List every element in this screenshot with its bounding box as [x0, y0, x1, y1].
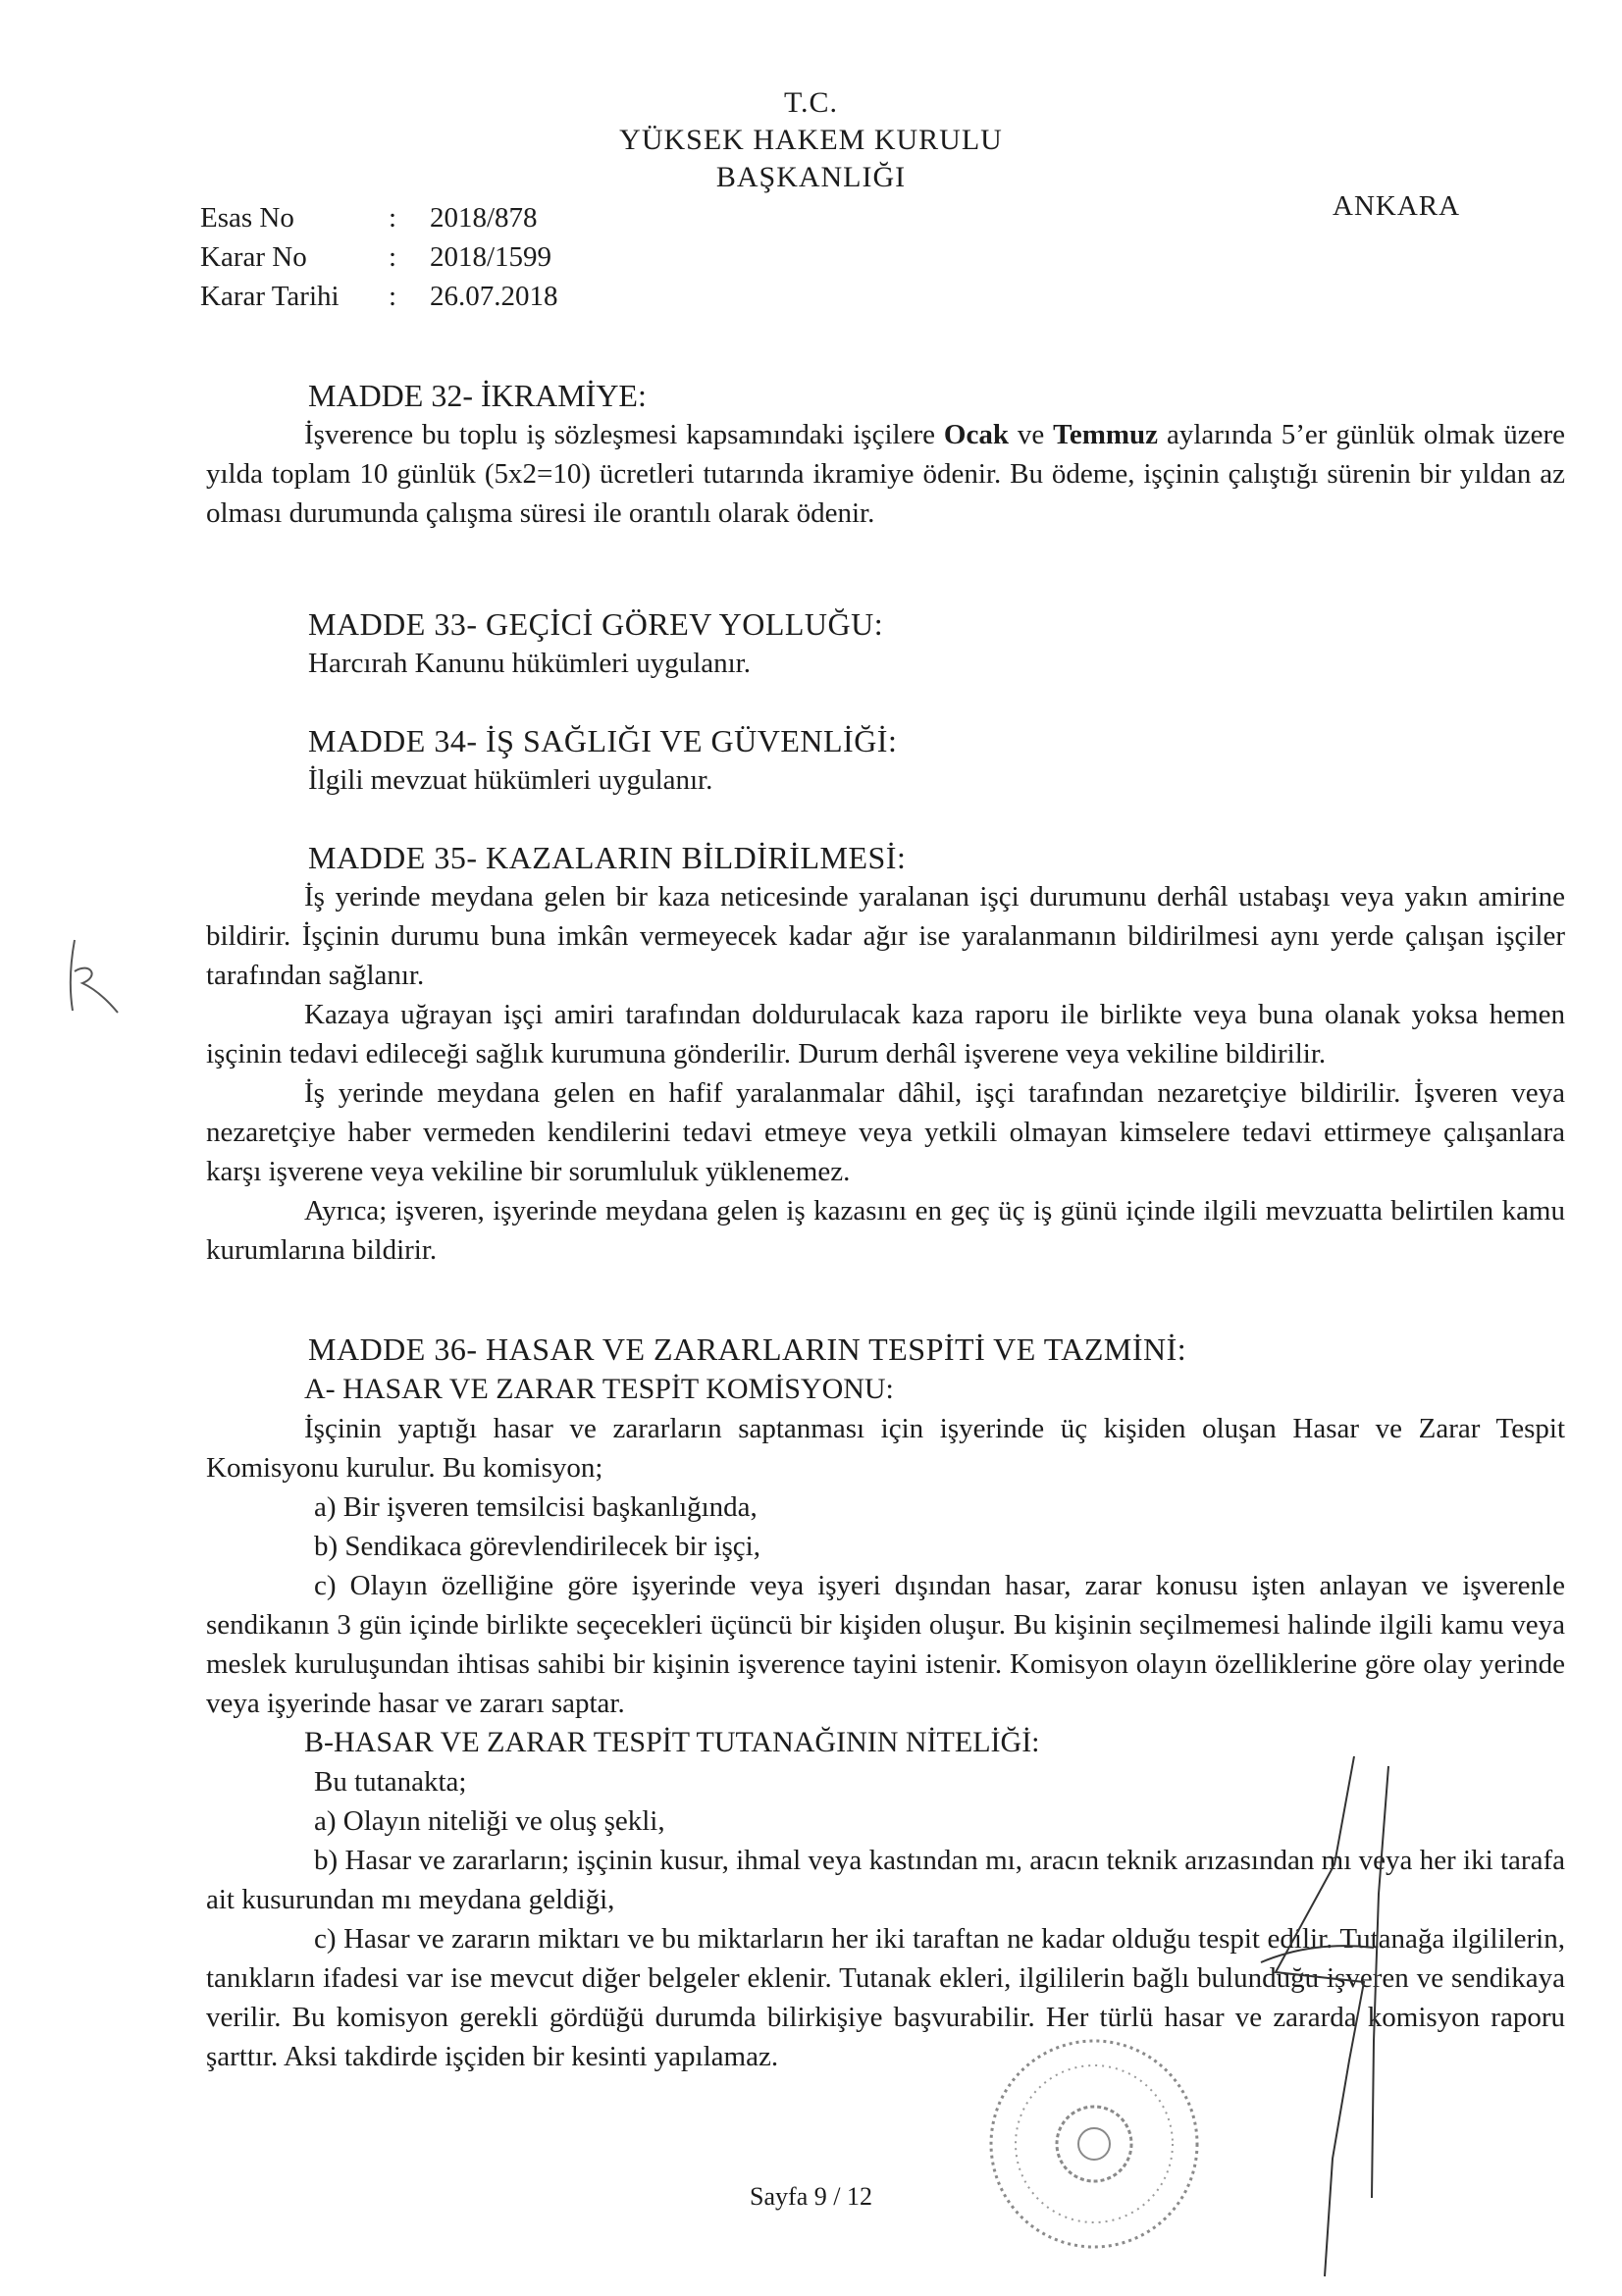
list-item: c) Hasar ve zararın miktarı ve bu miktarların her iki taraftan ne kadar olduğu tespit edilir. Tutanağa ilgililerin, tanıkların ifadesi var ise mevcut diğer belgeler eklenir. Tutanak ekleri, ilgililerin bağlı bulunduğu işveren ve sendikaya verilir. Bu komisyon gerekli gördüğü durumda bilirkişiye başvurabilir. Her türlü hasar ve zararda komisyon raporu şarttır. Aksi takdirde işçiden bir kesinti yapılamaz. — [206, 1923, 1565, 2072]
article-34-title: MADDE 34- İŞ SAĞLIĞI VE GÜVENLİĞİ: — [308, 723, 898, 758]
article-35-title: MADDE 35- KAZALARIN BİLDİRİLMESİ: — [308, 840, 907, 875]
article-paragraph: Ayrıca; işveren, işyerinde meydana gelen iş kazasını en geç üç iş günü içinde ilgili mevzuatta belirtilen kamu kurumlarına bildirir. — [206, 1195, 1565, 1266]
list-item: a) Bir işveren temsilcisi başkanlığında, — [314, 1491, 758, 1523]
subsection-title: A- HASAR VE ZARAR TESPİT KOMİSYONU: — [304, 1373, 894, 1405]
margin-initial-mark — [61, 932, 130, 1020]
article-paragraph: İş yerinde meydana gelen en hafif yaralanmalar dâhil, işçi tarafından nezaretçiye bildirilir. İşveren veya nezaretçiye haber vermeden kendilerini tedavi etmeye veya yetkili olmayan kimselere tedavi ettirmeye çalışanlara karşı işverene veya vekiline bir sorumluluk yüklenemez. — [206, 1077, 1565, 1187]
article-32-body — [206, 415, 1565, 533]
meta-label: Esas No — [200, 202, 294, 234]
subsection-title: B-HASAR VE ZARAR TESPİT TUTANAĞININ NİTELİĞİ: — [304, 1726, 1040, 1758]
header-city: ANKARA — [1333, 190, 1461, 222]
list-item: c) Olayın özelliğine göre işyerinde veya işyeri dışından hasar, zarar konusu işten anlayan ve işverenle sendikanın 3 gün içinde birlikte seçecekleri üçüncü bir kişiden oluşur. Bu kişinin seçilmemesi halinde ilgili kamu veya meslek kuruluşundan ihtisas sahibi bir kişinin işverence tayini istenir. Komisyon olayın özelliklerine göre olay yerinde veya işyerinde hasar ve zararı saptar. — [206, 1570, 1565, 1719]
meta-label: Karar No — [200, 241, 307, 273]
list-item: a) Olayın niteliği ve oluş şekli, — [314, 1805, 665, 1837]
list-item: b) Hasar ve zararların; işçinin kusur, ihmal veya kastından mı, aracın teknik arızasından mı veya her iki tarafa ait kusurundan mı meydana geldiği, — [206, 1845, 1565, 1915]
header-tc: T.C. — [783, 86, 839, 119]
meta-row-tarih: Karar Tarihi : 26.07.2018 — [200, 281, 558, 312]
article-33-body: Harcırah Kanunu hükümleri uygulanır. — [308, 648, 751, 679]
article-title: MADDE 32- İKRAMİYE: — [308, 378, 647, 413]
article-35-body — [206, 877, 1565, 1270]
meta-label: Karar Tarihi — [200, 281, 340, 312]
header-institution: YÜKSEK HAKEM KURULU — [619, 124, 1003, 156]
page-number: Sayfa 9 / 12 — [750, 2182, 872, 2211]
article-paragraph: İşçinin yaptığı hasar ve zararların saptanması için işyerinde üç kişiden oluşan Hasar ve Zarar Tespit Komisyonu kurulur. Bu komisyon; — [206, 1413, 1565, 1484]
article-paragraph: İşverence bu toplu iş sözleşmesi kapsamındaki işçilere Ocak ve Temmuz aylarında 5’er günlük olmak üzere yılda toplam 10 günlük (5x2=10) ücretleri tutarında ikramiye ödenir. Bu ödeme, işçinin çalıştığı sürenin bir yıldan az olması durumunda çalışma süresi ile orantılı olarak ödenir. — [206, 419, 1565, 529]
list-item: b) Sendikaca görevlendirilecek bir işçi, — [314, 1531, 760, 1562]
header-department: BAŞKANLIĞI — [715, 161, 907, 193]
article-33-title: MADDE 33- GEÇİCİ GÖREV YOLLUĞU: — [308, 606, 884, 642]
article-paragraph: İş yerinde meydana gelen bir kaza neticesinde yaralanan işçi durumunu derhâl ustabaşı veya yakın amirine bildirir. İşçinin durumu buna imkân vermeyecek kadar ağır ise yaralanmanın bildirilmesi aynı yerde çalışan işçiler tarafından sağlanır. — [206, 881, 1565, 991]
article-36-title: MADDE 36- HASAR VE ZARARLARIN TESPİTİ VE TAZMİNİ: — [308, 1331, 1187, 1367]
article-34-body: İlgili mevzuat hükümleri uygulanır. — [308, 764, 713, 796]
article-paragraph: Bu tutanakta; — [314, 1766, 467, 1798]
meta-value: 2018/878 — [430, 202, 538, 234]
meta-value: 2018/1599 — [430, 241, 552, 273]
article-32 — [308, 378, 1584, 414]
meta-value: 26.07.2018 — [430, 281, 558, 312]
official-stamp — [971, 2021, 1217, 2267]
meta-row-esas: Esas No : 2018/878 — [200, 202, 538, 234]
meta-row-karar: Karar No : 2018/1599 — [200, 241, 552, 273]
signature — [1217, 1747, 1413, 2296]
article-paragraph: Kazaya uğrayan işçi amiri tarafından doldurulacak kaza raporu ile birlikte veya buna olanak yoksa hemen işçinin tedavi edileceği sağlık kurumuna gönderilir. Durum derhâl işverene veya vekiline bildirilir. — [206, 999, 1565, 1070]
